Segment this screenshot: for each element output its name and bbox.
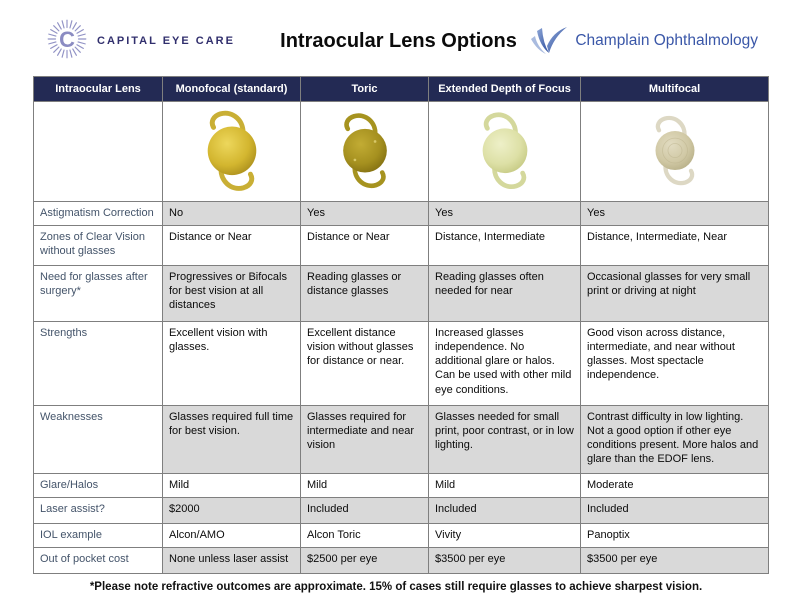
table-row bbox=[34, 321, 769, 405]
row-label: Strengths bbox=[34, 321, 163, 405]
table-cell: Moderate bbox=[581, 473, 769, 497]
row-label: Astigmatism Correction bbox=[34, 201, 163, 225]
table-cell: Vivity bbox=[429, 523, 581, 547]
svg-text:C: C bbox=[59, 26, 75, 52]
capital-eye-care-wordmark: CAPITAL EYE CARE bbox=[97, 35, 235, 47]
table-cell: No bbox=[163, 201, 301, 225]
gold-iol-lens-icon bbox=[163, 102, 301, 201]
table-cell: Included bbox=[301, 497, 429, 523]
capital-eye-care-logo bbox=[44, 16, 274, 67]
row-label: Glare/Halos bbox=[34, 473, 163, 497]
pale-yellow-iol-lens-icon bbox=[429, 102, 581, 201]
table-cell: Distance or Near bbox=[301, 225, 429, 265]
row-label: Laser assist? bbox=[34, 497, 163, 523]
table-cell: $2000 bbox=[163, 497, 301, 523]
table-cell: Included bbox=[429, 497, 581, 523]
table-cell: None unless laser assist bbox=[163, 547, 301, 573]
table-cell: Glasses required full time for best vision. bbox=[163, 405, 301, 473]
row-label: Weaknesses bbox=[34, 405, 163, 473]
table-cell: Excellent vision with glasses. bbox=[163, 321, 301, 405]
table-row bbox=[34, 405, 769, 473]
table-cell: $3500 per eye bbox=[581, 547, 769, 573]
page-title: Intraocular Lens Options bbox=[280, 29, 517, 52]
table-cell: Distance, Intermediate, Near bbox=[581, 225, 769, 265]
table-cell: Included bbox=[581, 497, 769, 523]
beige-iol-lens-icon bbox=[581, 102, 769, 201]
table-cell: Glasses required for intermediate and near vision bbox=[301, 405, 429, 473]
table-cell: Glasses needed for small print, poor contrast, or in low lighting. bbox=[429, 405, 581, 473]
table-header-row bbox=[34, 77, 769, 102]
col-header-edof: Extended Depth of Focus bbox=[429, 77, 581, 102]
page-header bbox=[0, 0, 792, 76]
col-header-toric: Toric bbox=[301, 77, 429, 102]
lens-comparison-table bbox=[33, 76, 769, 574]
table-row bbox=[34, 265, 769, 321]
table-cell: Distance or Near bbox=[163, 225, 301, 265]
col-header-intraocular-lens: Intraocular Lens bbox=[34, 77, 163, 102]
champlain-wordmark: Champlain Ophthalmology bbox=[575, 32, 758, 49]
table-cell: Progressives or Bifocals for best vision at all distances bbox=[163, 265, 301, 321]
sunburst-c-icon bbox=[44, 16, 90, 67]
table-cell: Mild bbox=[301, 473, 429, 497]
table-cell: Alcon/AMO bbox=[163, 523, 301, 547]
table-cell: Yes bbox=[429, 201, 581, 225]
table-cell: $3500 per eye bbox=[429, 547, 581, 573]
row-label: IOL example bbox=[34, 523, 163, 547]
champlain-ophthalmology-logo bbox=[533, 19, 758, 64]
table-cell: Reading glasses often needed for near bbox=[429, 265, 581, 321]
table-cell: Increased glasses independence. No additional glare or halos. Can be used with other mild eye conditions. bbox=[429, 321, 581, 405]
table-cell: Good vison across distance, intermediate, and near without glasses. Most spectacle independence. bbox=[581, 321, 769, 405]
row-label: Out of pocket cost bbox=[34, 547, 163, 573]
col-header-monofocal: Monofocal (standard) bbox=[163, 77, 301, 102]
table-cell: Excellent distance vision without glasses for distance or near. bbox=[301, 321, 429, 405]
table-cell: Contrast difficulty in low lighting. Not a good option if other eye conditions present. More halos and glare than the EDOF lens. bbox=[581, 405, 769, 473]
table-cell: Yes bbox=[301, 201, 429, 225]
table-cell: Distance, Intermediate bbox=[429, 225, 581, 265]
table-row bbox=[34, 497, 769, 523]
table-row bbox=[34, 473, 769, 497]
table-cell: Alcon Toric bbox=[301, 523, 429, 547]
col-header-multifocal: Multifocal bbox=[581, 77, 769, 102]
table-cell: Yes bbox=[581, 201, 769, 225]
lens-images-row bbox=[34, 102, 769, 201]
empty-cell bbox=[34, 102, 163, 201]
table-cell: Reading glasses or distance glasses bbox=[301, 265, 429, 321]
table-row bbox=[34, 201, 769, 225]
footnote: *Please note refractive outcomes are approximate. 15% of cases still require glasses to achieve sharpest vision. bbox=[89, 580, 703, 593]
table-cell: Mild bbox=[163, 473, 301, 497]
table-cell: Occasional glasses for very small print or driving at night bbox=[581, 265, 769, 321]
swoosh-icon bbox=[529, 19, 571, 64]
row-label: Need for glasses after surgery* bbox=[34, 265, 163, 321]
table-row bbox=[34, 523, 769, 547]
table-cell: Panoptix bbox=[581, 523, 769, 547]
table-cell: $2500 per eye bbox=[301, 547, 429, 573]
olive-iol-lens-icon bbox=[301, 102, 429, 201]
table-cell: Mild bbox=[429, 473, 581, 497]
row-label: Zones of Clear Vision without glasses bbox=[34, 225, 163, 265]
table-row bbox=[34, 225, 769, 265]
table-row bbox=[34, 547, 769, 573]
